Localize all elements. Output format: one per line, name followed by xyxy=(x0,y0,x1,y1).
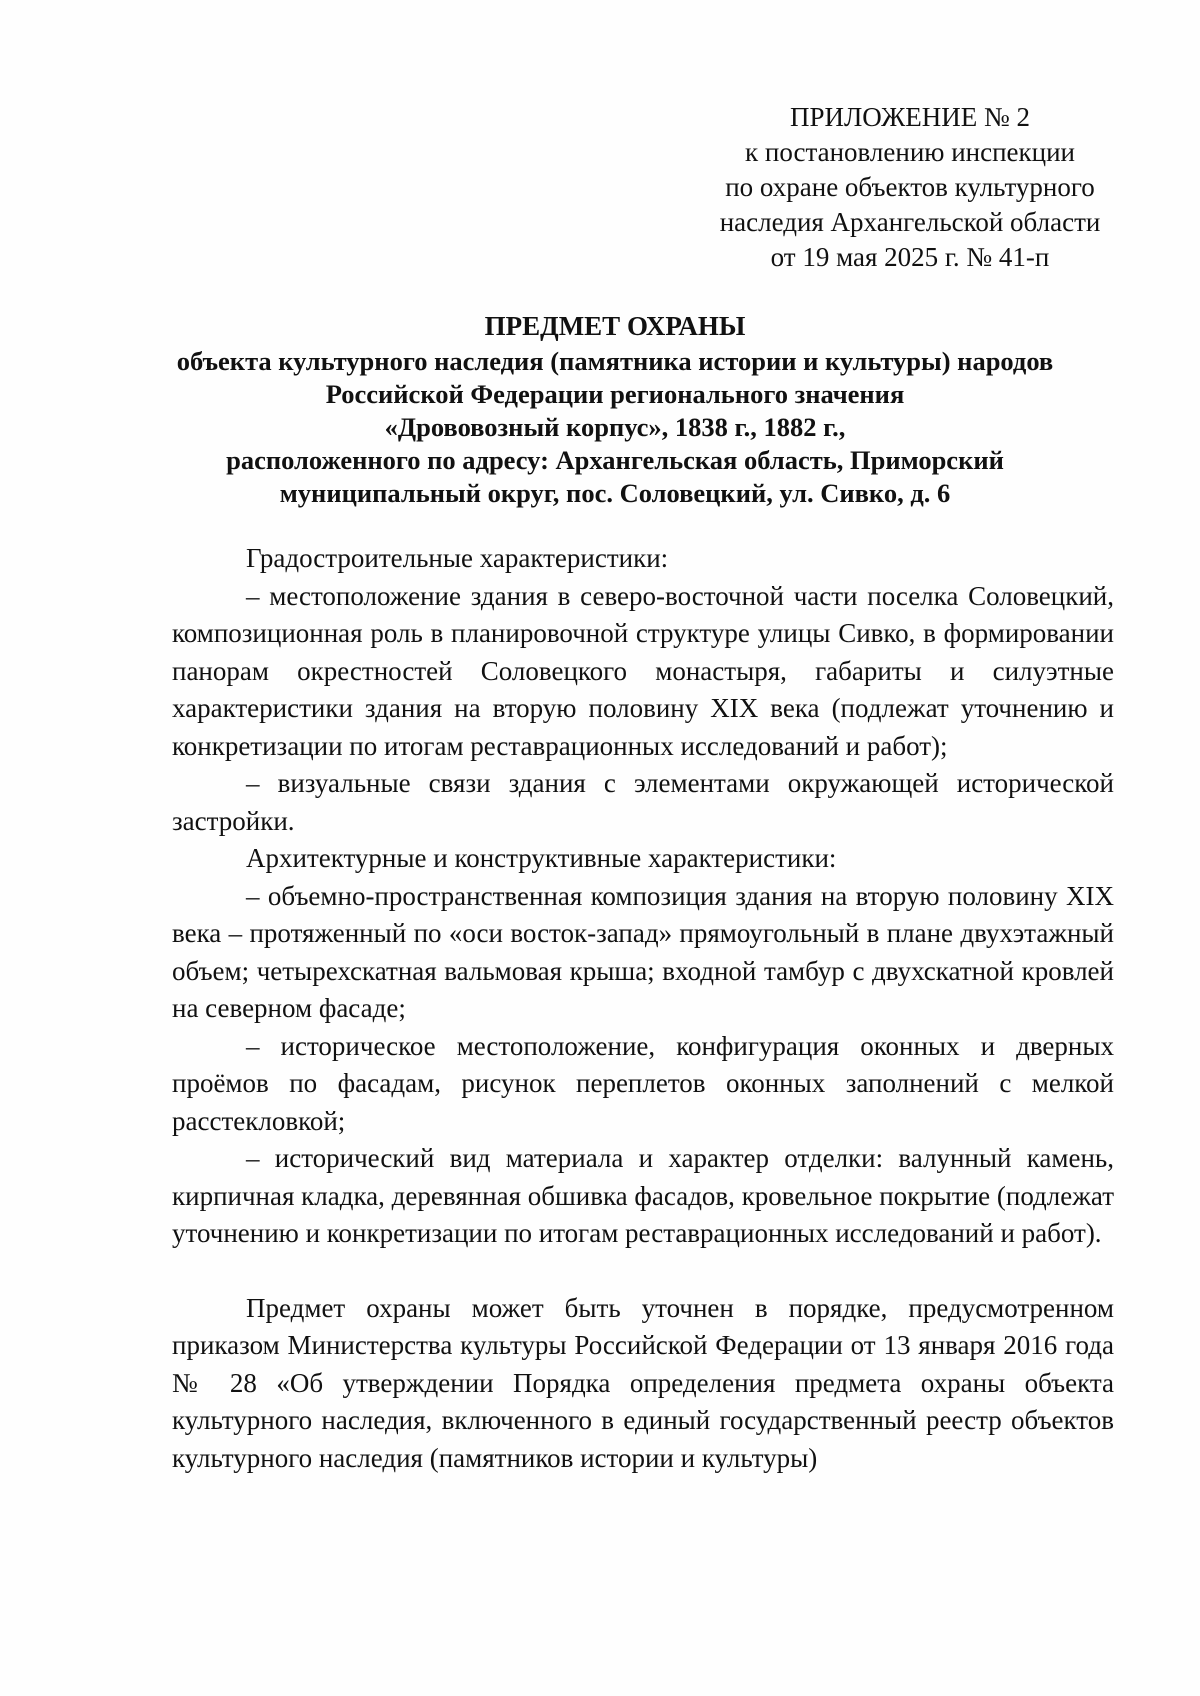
list-item: – местоположение здания в северо-восточной части поселка Соловецкий, композиционная роль в планировочной структуре улицы Сивко, в формировании панорам окрестностей Соловецкого монастыря, габариты и силуэтные характеристики здания на вторую половину XIX века (подлежат уточнению и конкретизации по итогам реставрационных исследований и работ); xyxy=(172,580,1114,761)
section-heading-urban: Градостроительные характеристики: xyxy=(246,543,669,573)
title-line: расположенного по адресу: Архангельская область, Приморский xyxy=(226,445,1004,475)
list-item: – исторический вид материала и характер отделки: валунный камень, кирпичная кладка, деревянная обшивка фасадов, кровельное покрытие (подлежат уточнению и конкретизации по итогам реставрационных исследований и работ). xyxy=(172,1143,1114,1248)
list-item: – объемно-пространственная композиция здания на вторую половину XIX века – протяженный по «оси восток-запад» прямоугольный в плане двухэтажный объем; четырехскатная вальмовая крыша; входной тамбур с двухскатной кровлей на северном фасаде; xyxy=(172,880,1114,1023)
document-body xyxy=(172,540,1114,1477)
section-heading-architecture: Архитектурные и конструктивные характеристики: xyxy=(246,843,837,873)
appendix-line: наследия Архангельской области xyxy=(719,207,1101,237)
list-item: – визуальные связи здания с элементами окружающей исторической застройки. xyxy=(172,768,1114,836)
title-line: муниципальный округ, пос. Соловецкий, ул. Сивко, д. 6 xyxy=(279,478,951,508)
closing-paragraph: Предмет охраны может быть уточнен в порядке, предусмотренном приказом Министерства культуры Российской Федерации от 13 января 2016 года № 28 «Об утверждении Порядка определения предмета охраны объекта культурного наследия, включенного в единый государственный реестр объектов культурного наследия (памятников истории и культуры) xyxy=(172,1292,1114,1473)
appendix-line: к постановлению инспекции xyxy=(745,137,1075,167)
document-title-block xyxy=(150,308,1080,510)
appendix-number: ПРИЛОЖЕНИЕ № 2 xyxy=(789,102,1031,132)
appendix-date: от 19 мая 2025 г. № 41-п xyxy=(770,242,1050,272)
appendix-line: по охране объектов культурного xyxy=(725,172,1095,202)
list-item: – историческое местоположение, конфигурация оконных и дверных проёмов по фасадам, рисунок переплетов оконных заполнений с мелкой расстекловкой; xyxy=(172,1030,1114,1136)
title-line: Российской Федерации регионального значения xyxy=(325,379,905,409)
document-title: ПРЕДМЕТ ОХРАНЫ xyxy=(484,311,746,341)
title-line: объекта культурного наследия (памятника истории и культуры) народов xyxy=(176,346,1054,376)
appendix-header xyxy=(690,100,1130,275)
title-line: «Дрововозный корпус», 1838 г., 1882 г., xyxy=(384,412,846,442)
